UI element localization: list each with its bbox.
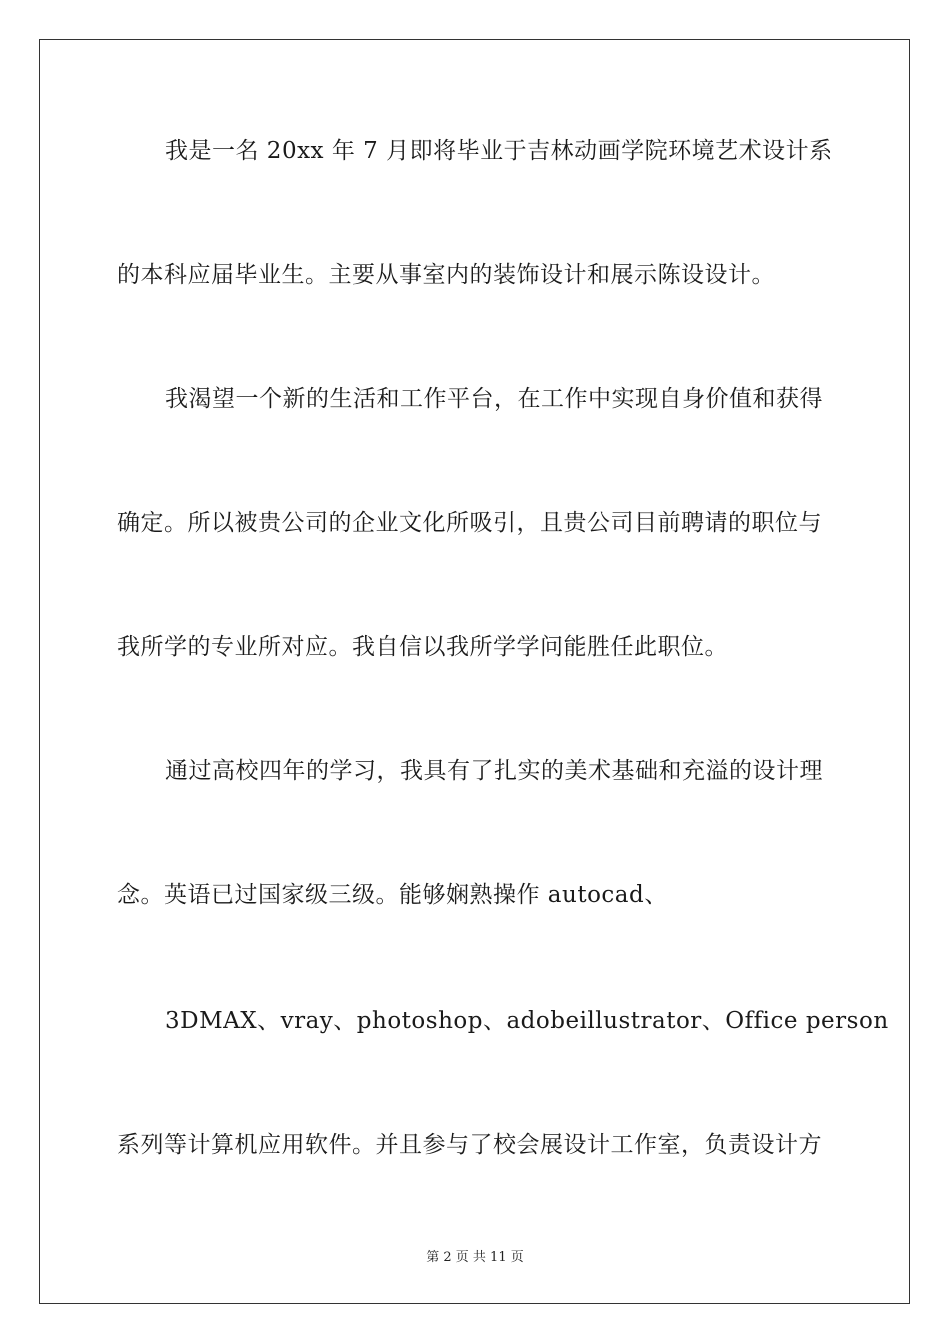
paragraph-line: 的本科应届毕业生。主要从事室内的装饰设计和展示陈设设计。 [117, 262, 775, 288]
paragraph-line: 确定。所以被贵公司的企业文化所吸引，且贵公司目前聘请的职位与 [117, 510, 822, 536]
paragraph-line: 通过高校四年的学习，我具有了扎实的美术基础和充溢的设计理 [165, 758, 823, 784]
paragraph-line: 我所学的专业所对应。我自信以我所学学问能胜任此职位。 [117, 634, 728, 660]
page-number-footer: 第 2 页 共 11 页 [426, 1250, 524, 1265]
page-border [39, 39, 910, 1304]
paragraph-line: 系列等计算机应用软件。并且参与了校会展设计工作室，负责设计方 [117, 1132, 822, 1158]
paragraph-line: 3DMAX、vray、photoshop、adobeillustrator、Office person [165, 1008, 889, 1034]
paragraph-line: 我渴望一个新的生活和工作平台，在工作中实现自身价值和获得 [165, 386, 823, 412]
paragraph-line: 我是一名 20xx 年 7 月即将毕业于吉林动画学院环境艺术设计系 [165, 138, 833, 164]
paragraph-line: 念。英语已过国家级三级。能够娴熟操作 autocad、 [117, 882, 668, 908]
